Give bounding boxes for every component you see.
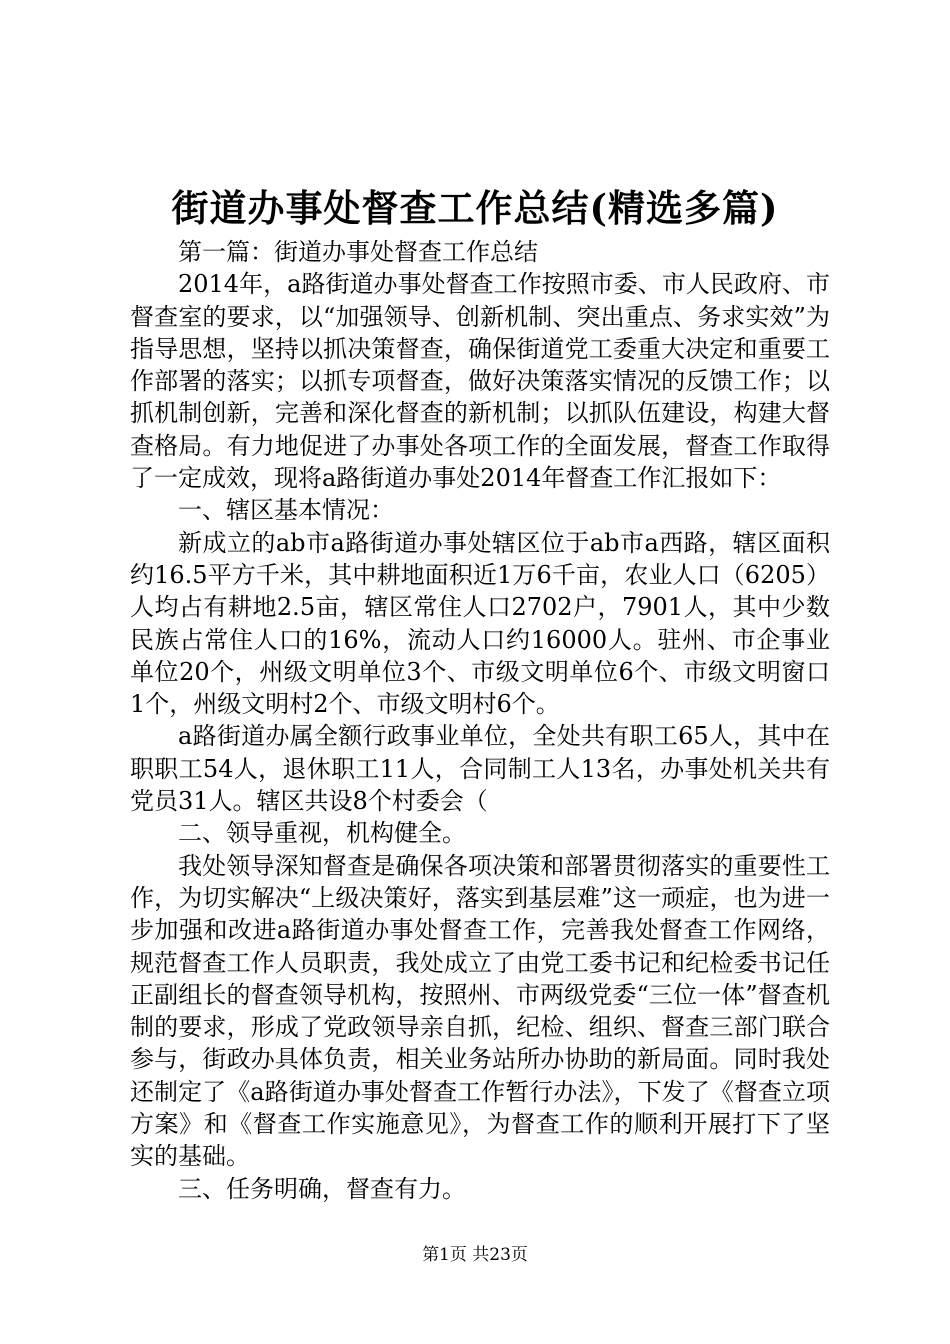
basic-info-paragraph: 新成立的ab市a路街道办事处辖区位于ab市a西路，辖区面积约16.5平方千米，其中耕地面积近1万6千亩，农业人口（6205）人均占有耕地2.5亩，辖区常住人口2702户，7901人，其中少数民族占常住人口的16%，流动人口约16000人。驻州、市企事业单位20个，州级文明单位3个、市级文明单位6个、市级文明窗口1个，州级文明村2个、市级文明村6个。	[130, 528, 830, 719]
staff-info-paragraph: a路街道办属全额行政事业单位，全处共有职工65人，其中在职职工54人，退休职工11人，合同制工人13名，办事处机关共有党员31人。辖区共设8个村委会（	[130, 722, 830, 816]
intro-paragraph: 2014年，a路街道办事处督查工作按照市委、市人民政府、市督查室的要求，以“加强领导、创新机制、突出重点、务求实效”为指导思想，坚持以抓决策督查，确保街道党工委重大决定和重要工作部署的落实；以抓专项督查，做好决策落实情况的反馈工作；以抓机制创新，完善和深化督查的新机制；以抓队伍建设，构建大督查格局。有力地促进了办事处各项工作的全面发展，督查工作取得了一定成效，现将a路街道办事处2014年督查工作汇报如下：	[130, 270, 830, 493]
section-heading-part-one: 第一篇：街道办事处督查工作总结	[178, 238, 538, 266]
document-body	[130, 236, 830, 1205]
section-heading-basic-info: 一、辖区基本情况：	[178, 496, 394, 525]
page-number-footer: 第1页 共23页	[422, 1245, 528, 1265]
document-title: 街道办事处督查工作总结(精选多篇)	[171, 186, 779, 230]
section-heading-leadership: 二、领导重视，机构健全。	[178, 819, 466, 848]
leadership-paragraph: 我处领导深知督查是确保各项决策和部署贯彻落实的重要性工作，为切实解决“上级决策好，落实到基层难”这一顽症，也为进一步加强和改进a路街道办事处督查工作，完善我处督查工作网络，规范督查工作人员职责，我处成立了由党工委书记和纪检委书记任正副组长的督查领导机构，按照州、市两级党委“三位一体”督查机制的要求，形成了党政领导亲自抓，纪检、组织、督查三部门联合参与，街政办具体负责，相关业务站所办协助的新局面。同时我处还制定了《a路街道办事处督查工作暂行办法》，下发了《督查立项方案》和《督查工作实施意见》，为督查工作的顺利开展打下了坚实的基础。	[130, 851, 830, 1171]
section-heading-tasks: 三、任务明确，督查有力。	[178, 1174, 466, 1203]
